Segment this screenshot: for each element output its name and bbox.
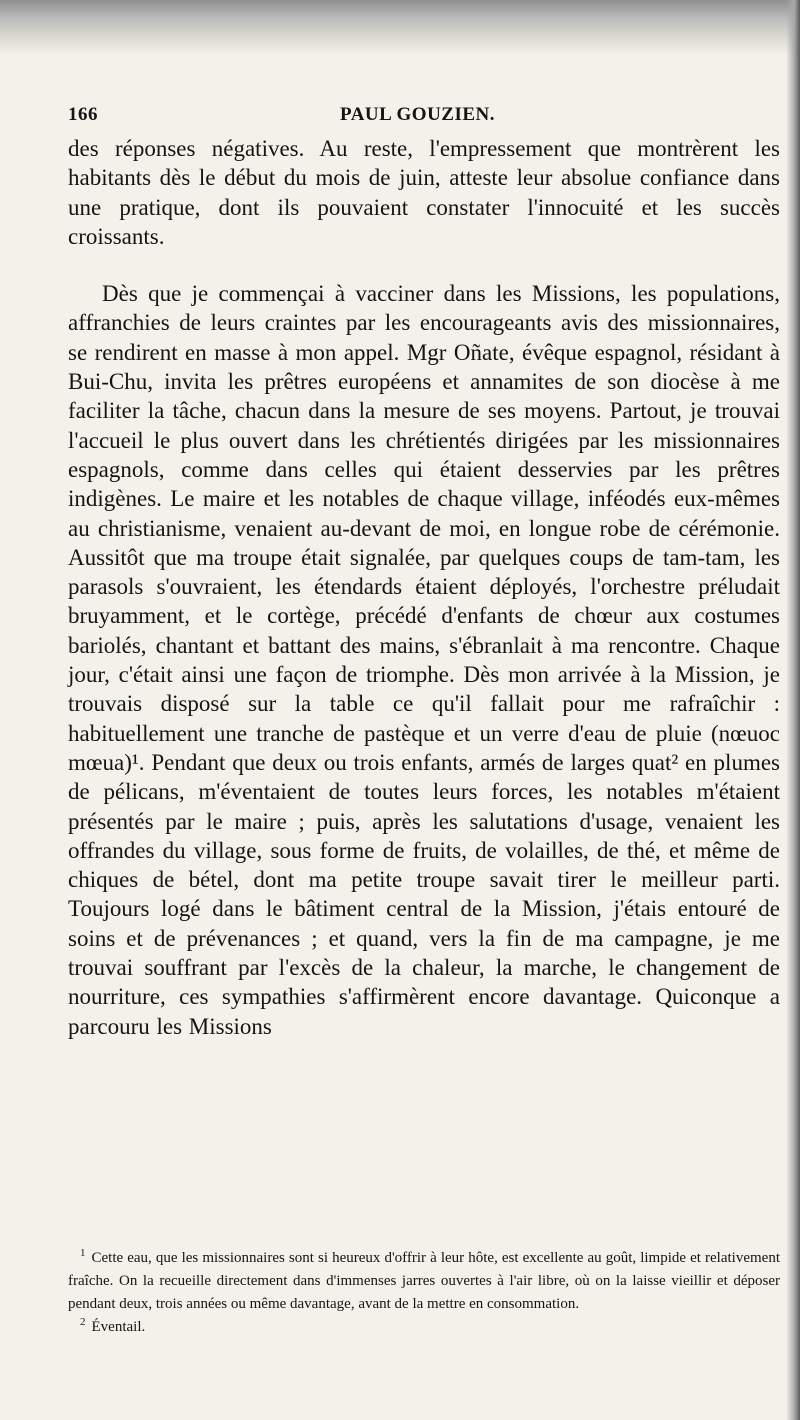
footnote-2	[68, 1316, 780, 1339]
paragraph-1: des réponses négatives. Au reste, l'empressement que montrèrent les habitants dès le début du mois de juin, atteste leur absolue confiance dans une pratique, dont ils pouvaient constater l'innocuité et les succès croissants.	[68, 136, 780, 249]
page-number: 166	[68, 104, 98, 125]
running-head: PAUL GOUZIEN.	[340, 104, 496, 125]
scan-shadow-top	[0, 0, 800, 55]
footnote-1-text: Cette eau, que les missionnaires sont si heureux d'offrir à leur hôte, est excellente au goût, limpide et relativement fraîche. On la recueille directement dans d'immenses jarres ouvertes à l'air libre, où on la laisse vieillir et déposer pendant deux, trois années ou même davantage, avant de la mettre en consommation.	[68, 1250, 780, 1312]
footnote-1-mark: 1	[80, 1247, 86, 1259]
footnote-2-text: Éventail.	[91, 1319, 146, 1335]
scan-shadow-right	[786, 0, 800, 1420]
footnote-2-mark: 2	[80, 1316, 86, 1328]
page	[68, 100, 780, 1041]
body-text	[68, 134, 780, 1041]
page-header	[68, 100, 780, 134]
footnotes	[68, 1247, 780, 1339]
footnote-1	[68, 1247, 780, 1316]
paragraph-2: Dès que je commençai à vacciner dans les Missions, les populations, affranchies de leurs craintes par les encourageants avis des missionnaires, se rendirent en masse à mon appel. Mgr Oñate, évêque espagnol, résidant à Bui-Chu, invita les prêtres européens et annamites de son diocèse à me faciliter la tâche, chacun dans la mesure de ses moyens. Partout, je trouvai l'accueil le plus ouvert dans les chrétientés dirigées par les missionnaires espagnols, comme dans celles qui étaient desservies par les prêtres indigènes. Le maire et les notables de chaque village, inféodés eux-mêmes au christianisme, venaient au-devant de moi, en longue robe de cérémonie. Aussitôt que ma troupe était signalée, par quelques coups de tam-tam, les parasols s'ouvraient, les étendards étaient déployés, l'orchestre préludait bruyamment, et le cortège, précédé d'enfants de chœur aux costumes bariolés, chantant et battant des mains, s'ébranlait à ma rencontre. Chaque jour, c'était ainsi une façon de triomphe. Dès mon arrivée à la Mission, je trouvais disposé sur la table ce qu'il fallait pour me rafraîchir : habituellement une tranche de pastèque et un verre d'eau de pluie (nœuoc mœua)¹. Pendant que deux ou trois enfants, armés de larges quat² en plumes de pélicans, m'éventaient de toutes leurs forces, les notables m'étaient présentés par le maire ; puis, après les salutations d'usage, venaient les offrandes du village, sous forme de fruits, de volailles, de thé, et même de chiques de bétel, dont ma petite troupe savait tirer le meilleur parti. Toujours logé dans le bâtiment central de la Mission, j'étais entouré de soins et de prévenances ; et quand, vers la fin de ma campagne, je me trouvai souffrant par l'excès de la chaleur, la marche, le changement de nourriture, ces sympathies s'affirmèrent encore davantage. Quiconque a parcouru les Missions	[68, 281, 780, 1039]
